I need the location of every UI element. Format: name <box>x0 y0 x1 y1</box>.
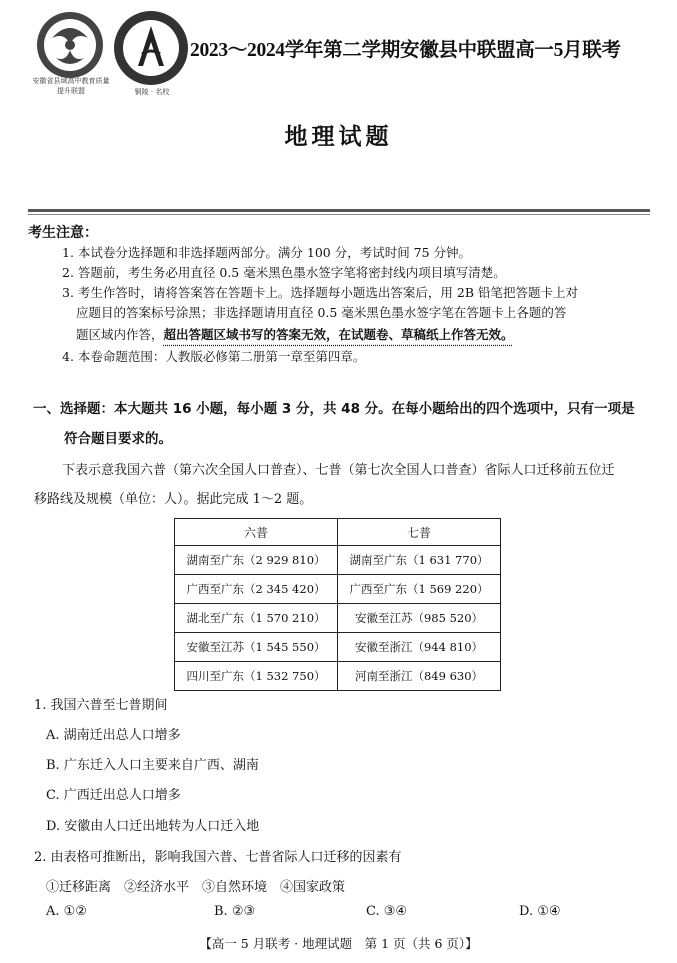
notice-item-3: 3. 考生作答时，请将答案答在答题卡上。选择题每小题选出答案后，用 2B 铅笔把答题卡上对 <box>62 285 578 300</box>
question-2-option-c[interactable]: C. ③④ <box>366 904 408 919</box>
table-cell: 湖南至广东（1 631 770） <box>338 546 501 575</box>
table-row <box>175 546 501 575</box>
question-1-option-a[interactable]: A. 湖南迁出总人口增多 <box>46 728 181 743</box>
table-row <box>175 604 501 633</box>
table-cell: 湖南至广东（2 929 810） <box>175 546 338 575</box>
notice-heading: 考生注意： <box>28 225 98 241</box>
intro-paragraph-cont: 移路线及规模（单位：人）。据此完成 1～2 题。 <box>34 492 313 507</box>
question-1-stem: 1. 我国六普至七普期间 <box>34 698 168 713</box>
table-cell: 安徽至浙江（944 810） <box>338 633 501 662</box>
school-seal-logo <box>112 8 190 88</box>
notice-item-3-end-text: 题区域内作答， <box>76 327 164 342</box>
question-1-option-d[interactable]: D. 安徽由人口迁出地转为人口迁入地 <box>46 819 260 834</box>
school-seal-caption: 铜陵 · 名校 <box>134 88 170 96</box>
question-2-option-d[interactable]: D. ①④ <box>519 904 561 919</box>
table-header-row <box>175 519 501 546</box>
notice-item-4: 4. 本卷命题范围：人教版必修第二册第一章至第四章。 <box>62 349 366 364</box>
table-row <box>175 662 501 691</box>
section-title: 一、选择题：本大题共 16 小题，每小题 3 分，共 48 分。在每小题给出的四个选项中，只有一项是 <box>33 401 635 417</box>
header-divider-thin <box>28 214 650 215</box>
question-2-option-b[interactable]: B. ②③ <box>214 904 256 919</box>
alliance-logo-caption: 安徽省县域高中教育质量提升联盟 <box>32 77 110 95</box>
table-cell: 安徽至江苏（985 520） <box>338 604 501 633</box>
table-row <box>175 575 501 604</box>
intro-paragraph: 下表示意我国六普（第六次全国人口普查）、七普（第七次全国人口普查）省际人口迁移前五位迁 <box>62 463 615 478</box>
table-cell: 湖北至广东（1 570 210） <box>175 604 338 633</box>
table-row <box>175 633 501 662</box>
table-header-cell: 六普 <box>175 519 338 546</box>
table-header-cell: 七普 <box>338 519 501 546</box>
alliance-logo <box>30 10 110 80</box>
table-cell: 四川至广东（1 532 750） <box>175 662 338 691</box>
notice-emphasis: 超出答题区域书写的答案无效，在试题卷、草稿纸上作答无效。 <box>163 327 514 342</box>
page-title: 地理试题 <box>284 124 393 150</box>
table-cell: 广西至广东（2 345 420） <box>175 575 338 604</box>
table-cell: 广西至广东（1 569 220） <box>338 575 501 604</box>
notice-item-3-cont: 应题目的答案标号涂黑；非选择题请用直径 0.5 毫米黑色墨水签字笔在答题卡上各题的答 <box>76 305 567 320</box>
notice-item-3-end <box>76 325 514 345</box>
table-cell: 河南至浙江（849 630） <box>338 662 501 691</box>
question-2-factors: ①迁移距离 ②经济水平 ③自然环境 ④国家政策 <box>46 880 346 895</box>
page-footer: 【高一 5 月联考 · 地理试题 第 1 页（共 6 页）】 <box>199 936 478 951</box>
notice-item-1: 1. 本试卷分选择题和非选择题两部分。满分 100 分，考试时间 75 分钟。 <box>62 245 472 260</box>
question-1-option-b[interactable]: B. 广东迁入人口主要来自广西、湖南 <box>46 758 259 773</box>
exam-header-title: 2023～2024学年第二学期安徽县中联盟高一5月联考 <box>190 40 621 61</box>
migration-table <box>174 518 501 691</box>
notice-item-2: 2. 答题前，考生务必用直径 0.5 毫米黑色墨水签字笔将密封线内项目填写清楚。 <box>62 265 506 280</box>
question-2-stem: 2. 由表格可推断出，影响我国六普、七普省际人口迁移的因素有 <box>34 850 402 865</box>
section-title-cont: 符合题目要求的。 <box>64 431 172 447</box>
table-cell: 安徽至江苏（1 545 550） <box>175 633 338 662</box>
question-2-option-a[interactable]: A. ①② <box>46 904 87 919</box>
question-1-option-c[interactable]: C. 广西迁出总人口增多 <box>46 788 181 803</box>
header-divider <box>28 209 650 212</box>
